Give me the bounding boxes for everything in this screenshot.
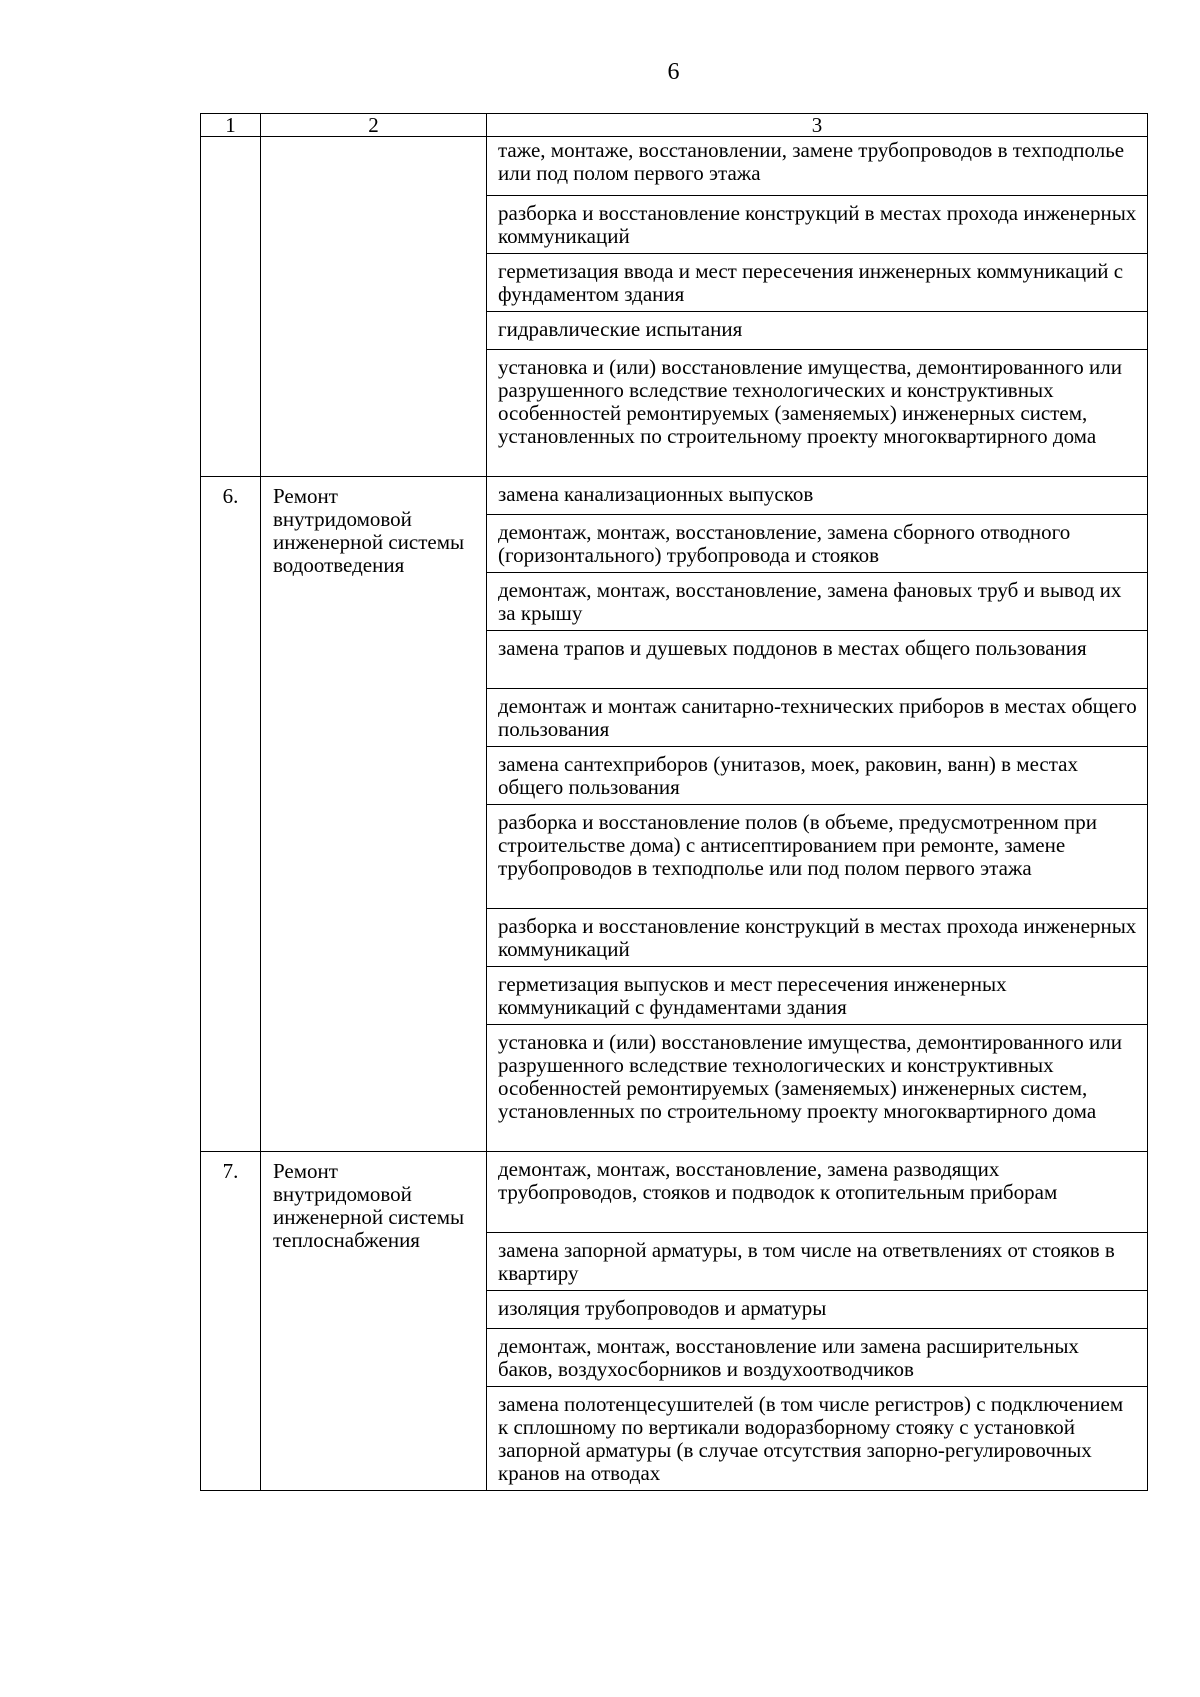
work-cell: изоляция трубопроводов и арматуры	[487, 1291, 1148, 1329]
section-number: 6.	[201, 477, 261, 1152]
work-cell: демонтаж и монтаж санитарно-технических приборов в местах общего пользования	[487, 689, 1148, 747]
work-cell: герметизация ввода и мест пересечения инженерных коммуникаций с фундаментом здания	[487, 254, 1148, 312]
section-title: Ремонт внутридомовой инженерной системы теплоснабжения	[261, 1152, 487, 1491]
work-cell: замена запорной арматуры, в том числе на ответвлениях от стояков в квартиру	[487, 1233, 1148, 1291]
work-cell: герметизация выпусков и мест пересечения инженерных коммуникаций с фундаментами здания	[487, 967, 1148, 1025]
work-cell: демонтаж, монтаж, восстановление или замена расширительных баков, воздухосборников и воздухоотводчиков	[487, 1329, 1148, 1387]
works-table	[200, 113, 1148, 1491]
section-number-cell	[201, 137, 261, 477]
work-cell: демонтаж, монтаж, восстановление, замена разводящих трубопроводов, стояков и подводок к отопительным приборам	[487, 1152, 1148, 1233]
table-row	[201, 477, 1148, 515]
section-number: 7.	[201, 1152, 261, 1491]
table-header-row	[201, 114, 1148, 137]
work-cell: демонтаж, монтаж, восстановление, замена сборного отводного (горизонтального) трубопровода и стояков	[487, 515, 1148, 573]
work-cell: установка и (или) восстановление имущества, демонтированного или разрушенного вследствие технологических и конструктивных особенностей ремонтируемых (заменяемых) инженерных систем, установленных по строительному проекту многоквартирного дома	[487, 350, 1148, 477]
work-cell: установка и (или) восстановление имущества, демонтированного или разрушенного вследствие технологических и конструктивных особенностей ремонтируемых (заменяемых) инженерных систем, установленных по строительному проекту многоквартирного дома	[487, 1025, 1148, 1152]
column-header-2: 2	[261, 114, 487, 137]
work-cell: гидравлические испытания	[487, 312, 1148, 350]
work-cell: разборка и восстановление конструкций в местах прохода инженерных коммуникаций	[487, 196, 1148, 254]
column-header-1: 1	[201, 114, 261, 137]
work-cell: замена полотенцесушителей (в том числе регистров) с подключением к сплошному по вертикали водоразборному стояку с установкой запорной арматуры (в случае отсутствия запорно-регулировочных кранов на отводах	[487, 1387, 1148, 1491]
page-number: 6	[667, 59, 680, 85]
work-cell: демонтаж, монтаж, восстановление, замена фановых труб и вывод их за крышу	[487, 573, 1148, 631]
section-title-cell	[261, 137, 487, 477]
section-title: Ремонт внутридомовой инженерной системы водоотведения	[261, 477, 487, 1152]
work-cell: замена трапов и душевых поддонов в местах общего пользования	[487, 631, 1148, 689]
work-cell: замена канализационных выпусков	[487, 477, 1148, 515]
work-cell: замена сантехприборов (унитазов, моек, раковин, ванн) в местах общего пользования	[487, 747, 1148, 805]
work-cell: разборка и восстановление конструкций в местах прохода инженерных коммуникаций	[487, 909, 1148, 967]
table-row	[201, 137, 1148, 196]
table-row	[201, 1152, 1148, 1233]
column-header-3: 3	[487, 114, 1148, 137]
work-cell: разборка и восстановление полов (в объеме, предусмотренном при строительстве дома) с антисептированием при ремонте, замене трубопроводов в техподполье или под полом первого этажа	[487, 805, 1148, 909]
work-cell: таже, монтаже, восстановлении, замене трубопроводов в техподполье или под полом первого этажа	[487, 137, 1148, 196]
